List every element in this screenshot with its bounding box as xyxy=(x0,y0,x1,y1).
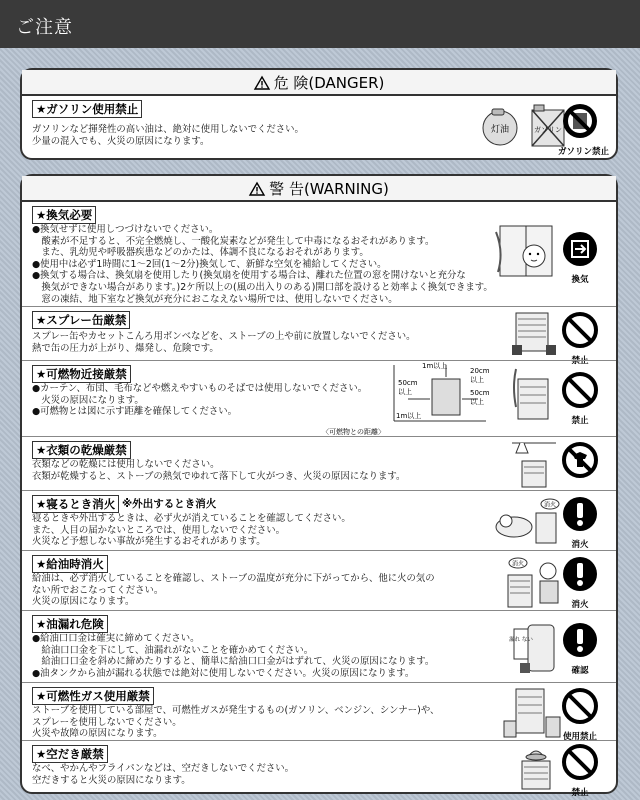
prohibited-symbol xyxy=(558,371,602,426)
item-body: ストーブを使用している部屋で、可燃性ガスが発生するもの(ガソリン、ベンジン、シンナー)や、 スプレーを使用しないでください。 火災や故障の原因になります。 xyxy=(32,705,440,740)
no-clothes-drying-icon xyxy=(561,441,599,479)
item-title: ★給油時消火 xyxy=(32,555,108,573)
oil-tank-illustration xyxy=(509,619,562,679)
symbol-label: 禁止 xyxy=(571,416,589,426)
can-label-kerosene: 灯油 xyxy=(490,125,510,135)
extinguish-symbol xyxy=(558,555,602,610)
stove-curtain-illustration xyxy=(510,367,558,421)
item-body: ガソリンなど揮発性の高い油は、絶対に使用しないでください。 少量の混入でも、火災の原因になります。 xyxy=(32,124,304,147)
symbol-label: 禁止 xyxy=(571,356,589,366)
item-body: 寝るときや外出するときは、必ず火が消えていることを確認してください。 また、人目の届かないところでは、使用しないでください。 火災など予想しない事故が発生するおそれがあります。 xyxy=(32,513,351,548)
danger-panel xyxy=(20,68,618,160)
clearance-top-label: 1m以上 xyxy=(422,362,448,370)
warning-item-flammable-proximity xyxy=(22,360,616,436)
item-title: ★空だき厳禁 xyxy=(32,745,108,763)
symbol-label: 禁止 xyxy=(571,788,589,798)
warning-item-oil-leak xyxy=(22,610,616,682)
item-title: ★換気必要 xyxy=(32,206,96,224)
item-title: ★可燃性ガス使用厳禁 xyxy=(32,687,154,705)
warning-title-text: 警 告(WARNING) xyxy=(269,180,389,198)
symbol-label: ガソリン禁止 xyxy=(558,147,610,157)
page-header xyxy=(0,0,640,48)
warning-item-clothes-drying xyxy=(22,436,616,490)
kettle-stove-illustration xyxy=(514,743,560,791)
item-body: ●給油口口金は確実に締めてください。 給油口口金を下にして、油漏れがないことを確かめてください。 給油口口金を斜めに締めたりすると、簡単に給油口口金がはずれて、火災の原因になります。 ●油タンクから油が漏れる状態では絶対に使用しないでください。火災の原因になります。 xyxy=(32,633,435,679)
stove-laundry-illustration xyxy=(510,439,558,489)
symbol-label: 消火 xyxy=(571,600,589,610)
sleeping-person-illustration xyxy=(492,497,562,547)
danger-title-text: 危 険(DANGER) xyxy=(273,74,385,92)
warning-item-empty-heating xyxy=(22,740,616,798)
item-body: ●カーテン、布団、毛布などや燃えやすいものそばでは使用しないでください。 火災の原因になります。 ●可燃物とは図に示す距離を確保してください。 xyxy=(32,383,368,418)
no-drying-symbol xyxy=(558,441,602,483)
window-person-illustration xyxy=(494,222,560,288)
use-prohibited-symbol xyxy=(558,687,602,742)
clearance-right-label: 50cm 以上 xyxy=(470,389,490,406)
clearance-left-label: 50cm 以上 xyxy=(398,379,418,396)
item-title: ★油漏れ危険 xyxy=(32,615,108,633)
warning-title xyxy=(22,176,616,202)
warning-triangle-icon xyxy=(249,182,265,196)
item-subtitle: ※外出するとき消火 xyxy=(122,498,217,510)
prohibited-symbol xyxy=(558,311,602,366)
item-title: ★可燃物近接厳禁 xyxy=(32,365,131,383)
gasoline-prohibited-symbol xyxy=(558,102,610,157)
item-body: 給油は、必ず消火していることを確認し、ストーブの温度が充分に下がってから、他に火の気の ない所でおこなってください。 火災の原因になります。 xyxy=(32,573,435,608)
symbol-label: 使用禁止 xyxy=(562,732,597,742)
prohibited-symbol xyxy=(558,743,602,798)
stove-gas-cans-illustration xyxy=(502,687,564,739)
item-title: ★寝るとき消火 xyxy=(32,495,119,513)
exclamation-icon xyxy=(561,555,599,593)
refuel-illustration xyxy=(504,555,564,609)
kerosene-can-icon xyxy=(480,106,520,148)
item-title: ★衣類の乾燥厳禁 xyxy=(32,441,131,459)
no-gasoline-icon xyxy=(561,102,599,140)
stove-spray-illustration xyxy=(510,311,558,357)
symbol-label: 消火 xyxy=(571,540,589,550)
item-title: ★ガソリン使用禁止 xyxy=(32,100,142,118)
exclamation-icon xyxy=(561,495,599,533)
danger-title xyxy=(22,70,616,96)
warning-item-flammable-gas xyxy=(22,682,616,740)
bubble-text: 消火 xyxy=(543,501,557,509)
warning-item-sleep-off xyxy=(22,490,616,550)
warning-item-ventilation xyxy=(22,202,616,306)
clearance-caption: 〈可燃物との距離〉 xyxy=(322,428,385,436)
item-body: なべ、やかんやフライパンなどは、空だきしないでください。 空だきすると火災の原因になります。 xyxy=(32,763,295,786)
warning-item-refuel-off xyxy=(22,550,616,610)
can-label-gasoline: ガソリン xyxy=(534,126,562,134)
symbol-label: 確認 xyxy=(571,666,589,676)
item-body: 衣類などの乾燥には使用しないでください。 衣類が乾燥すると、ストーブの熱気でゆれて落下して火がつき、火災の原因になります。 xyxy=(32,459,406,482)
ventilation-icon xyxy=(561,230,599,268)
page-title: ご注意 xyxy=(16,17,73,38)
danger-item-gasoline xyxy=(22,96,616,158)
exclamation-icon xyxy=(561,621,599,659)
extinguish-symbol xyxy=(558,495,602,550)
item-body: ●換気せずに使用しつづけないでください。 酸素が不足すると、不完全燃焼し、一酸化炭素などが発生して中毒になるおそれがあります。 また、乳幼児や呼吸器疾患などのかたは、体調不良になるおそれがあります。 ●使用中は必ず1時間に1～2回(1～2分)換気して、新鮮な空気を補給してください。 ●換気する場合は、換気扇を使用したり(換気扇を使用する場合は、離れた位置の窓を開けないと充分な 換気ができない場合があります。)2ケ所以上の(風の出入りのある)開口部を設けると効率よく換気できます。 窓の凍結、地下室など換気が充分におこなえない場所では、使用しないでください。 xyxy=(32,224,493,305)
tank-label: 漏れ ない xyxy=(509,637,533,643)
prohibited-icon xyxy=(561,311,599,349)
symbol-label: 換気 xyxy=(571,275,589,285)
warning-triangle-icon xyxy=(254,76,270,90)
item-title: ★スプレー缶厳禁 xyxy=(32,311,130,329)
prohibited-icon xyxy=(561,687,599,725)
prohibited-icon xyxy=(561,371,599,409)
prohibited-icon xyxy=(561,743,599,781)
clearance-side-top-label: 20cm 以上 xyxy=(470,367,490,384)
ventilation-symbol xyxy=(558,230,602,285)
bubble-text: 消火 xyxy=(511,560,525,568)
check-symbol xyxy=(558,621,602,676)
item-body: スプレー缶やカセットこんろ用ボンベなどを、ストーブの上や前に放置しないでください。 熱で缶の圧力が上がり、爆発し、危険です。 xyxy=(32,331,416,354)
warning-panel xyxy=(20,174,618,798)
clearance-front-label: 1m以上 xyxy=(396,412,422,420)
